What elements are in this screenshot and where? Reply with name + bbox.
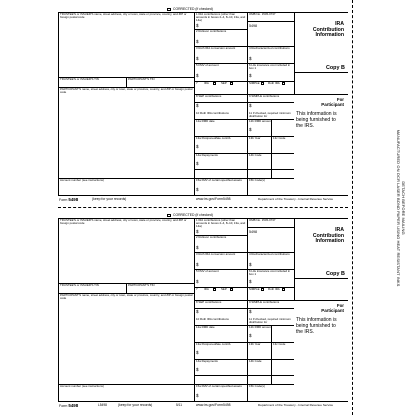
box6-label: 6 Life insurance cost included in box 1: [249, 269, 291, 277]
dollar-sign: $: [249, 127, 252, 132]
box12a-label: 12a RMD date: [196, 325, 215, 329]
participant-word: Participant: [321, 308, 344, 313]
box12b-label: 12b RMD amount: [249, 325, 272, 329]
form-number-mini: [249, 24, 257, 28]
dollar-sign: $: [196, 350, 199, 355]
side-instructions: [396, 8, 406, 408]
box2-label: 2 Rollover contributions: [196, 235, 227, 239]
for-participant: [310, 303, 344, 313]
box7-ira-checkbox[interactable]: [213, 288, 216, 291]
irs-website: www.irs.gov/Form5498: [196, 197, 231, 201]
dollar-sign: $: [249, 333, 252, 338]
for-participant: [310, 97, 344, 107]
box2-label: 2 Rollover contributions: [196, 29, 227, 33]
dollar-sign: $: [196, 187, 199, 192]
dollar-sign: $: [196, 103, 199, 108]
box9-label: 9 SIMPLE contributions: [249, 300, 280, 304]
perforation-horizontal: [58, 207, 348, 208]
form-code: 5498: [249, 230, 257, 234]
box15a-label: 15a FMV of certain specified assets: [196, 178, 242, 182]
box7-ira-checkbox[interactable]: [213, 82, 216, 85]
box13a-label: 13a Postponed/late contrib.: [196, 342, 232, 346]
side-text-manufactured: MANUFACTURED ON OCR LASER BOND PAPER USING HEAT RESISTANT INKS: [396, 129, 401, 287]
box8-label: 8 SEP contributions: [196, 94, 222, 98]
box7-roth-label: Roth IRA: [268, 287, 280, 291]
side-text-detach: DETACH BEFORE MAILING: [401, 181, 406, 235]
box14b-label: 14b Code: [249, 153, 262, 157]
dollar-sign: $: [196, 309, 199, 314]
omb-number: OMB No. 1545-0747: [249, 218, 276, 222]
info-line2: being furnished to: [296, 322, 336, 329]
box12b-label: 12b RMD amount: [249, 119, 272, 123]
printer-code: L5498: [98, 403, 107, 407]
corrected-label: CORRECTED (if checked): [173, 212, 213, 217]
account-number-label: Account number (see instructions): [60, 384, 104, 388]
irs-info-text: [296, 318, 337, 335]
footer-form-number: [59, 197, 78, 202]
form-code: 5498: [249, 24, 257, 28]
box7-sep-checkbox[interactable]: [230, 288, 233, 291]
dollar-sign: $: [196, 229, 199, 234]
corrected-label: CORRECTED (if checked): [173, 6, 213, 11]
box7-number: 7: [196, 287, 198, 291]
box11-label: 11 If checked, required minimum distribution for: [249, 111, 291, 119]
box12a-label: 12a RMD date: [196, 119, 215, 123]
box15b-label: 15b Code(s): [249, 384, 265, 388]
info-line3: the IRS.: [296, 122, 315, 129]
dollar-sign: $: [196, 144, 199, 149]
box7-ira-label: IRA: [204, 81, 209, 85]
box8-label: 8 SEP contributions: [196, 300, 222, 304]
for-word: For: [336, 97, 344, 102]
irs-website: www.irs.gov/Form5498: [196, 403, 231, 407]
dollar-sign: $: [196, 279, 199, 284]
box7-simple-checkbox[interactable]: [261, 82, 264, 85]
side-margin: [366, 8, 406, 408]
keep-records-note: (keep for your records): [118, 403, 153, 407]
dollar-sign: $: [196, 56, 199, 61]
dollar-sign: $: [249, 103, 252, 108]
box13b-label: 13b Year: [249, 136, 261, 140]
box3-label: 3 Roth IRA conversion amount: [196, 46, 236, 50]
footer-form-number: [59, 403, 78, 408]
box7-simple-checkbox[interactable]: [261, 288, 264, 291]
department-label: Department of the Treasury - Internal Revenue Service: [258, 197, 334, 201]
box13b-label: 13b Year: [249, 342, 261, 346]
dollar-sign: $: [249, 73, 252, 78]
form-number-mini: [249, 230, 257, 234]
for-word: For: [336, 303, 344, 308]
form-title: [296, 22, 344, 39]
box7-simple-label: SIMPLE: [249, 287, 260, 291]
trustee-name-label: TRUSTEE'S or ISSUER'S name, street address, city or town, state or province, country, and ZIP or foreign postal code: [60, 12, 187, 20]
info-line3: the IRS.: [296, 328, 315, 335]
title-line3: Information: [315, 32, 344, 39]
info-line2: being furnished to: [296, 116, 336, 123]
box7-roth-checkbox[interactable]: [282, 288, 285, 291]
box14a-label: 14a Repayments: [196, 153, 218, 157]
account-number-label: Account number (see instructions): [60, 178, 104, 182]
box7-sep-label: SEP: [221, 287, 227, 291]
box15b-label: 15b Code(s): [249, 178, 265, 182]
title-line2: Contribution: [312, 232, 344, 239]
title-line3: Information: [315, 238, 344, 245]
dollar-sign: $: [196, 245, 199, 250]
omb-number: OMB No. 1545-0747: [249, 12, 276, 16]
trustee-name-label: TRUSTEE'S or ISSUER'S name, street address, city or town, state or province, country, and ZIP or foreign postal code: [60, 218, 187, 226]
participant-tin-label: PARTICIPANT'S TIN: [128, 283, 155, 287]
box6-label: 6 Life insurance cost included in box 1: [249, 63, 291, 71]
box7-ira-label: IRA: [204, 287, 209, 291]
participant-name-label: PARTICIPANT'S name, street address, city or town, state or province, country, and ZIP or foreign postal code: [60, 293, 193, 301]
dollar-sign: $: [249, 309, 252, 314]
dollar-sign: $: [196, 161, 199, 166]
participant-word: Participant: [321, 102, 344, 107]
box13c-label: 13c Code: [273, 342, 286, 346]
dollar-sign: $: [196, 393, 199, 398]
box10-label: 10 Roth IRA contributions: [196, 317, 229, 321]
box7-roth-label: Roth IRA: [268, 81, 280, 85]
dollar-sign: $: [249, 262, 252, 267]
box14a-label: 14a Repayments: [196, 359, 218, 363]
participant-name-label: PARTICIPANT'S name, street address, city or town, state or province, country, and ZIP or foreign postal code: [60, 87, 193, 95]
box3-label: 3 Roth IRA conversion amount: [196, 252, 236, 256]
box15a-label: 15a FMV of certain specified assets: [196, 384, 242, 388]
box7-simple-label: SIMPLE: [249, 81, 260, 85]
participant-tin-label: PARTICIPANT'S TIN: [128, 77, 155, 81]
irs-info-text: [296, 112, 337, 129]
copy-b-label: Copy B: [326, 271, 345, 277]
copy-b-label: Copy B: [326, 65, 345, 71]
form-copy-bottom: [58, 214, 348, 409]
box1-label: 1 IRA contributions (other than amounts in boxes 2–4, 8–10, 13a, and 14a): [196, 218, 246, 229]
dollar-sign: $: [196, 23, 199, 28]
box5-label: 5 FMV of account: [196, 269, 219, 273]
title-line1: IRA: [335, 227, 344, 233]
trustee-tin-label: TRUSTEE'S or ISSUER'S TIN: [60, 77, 99, 81]
trustee-tin-label: TRUSTEE'S or ISSUER'S TIN: [60, 283, 99, 287]
dollar-sign: $: [196, 39, 199, 44]
dollar-sign: $: [196, 262, 199, 267]
title-line2: Contribution: [312, 26, 344, 33]
box7-number: 7: [196, 81, 198, 85]
footer-form-code: 5498: [68, 403, 79, 408]
corrected-checkbox[interactable]: [167, 214, 171, 217]
form-word: Form: [59, 198, 68, 202]
box7-sep-checkbox[interactable]: [230, 82, 233, 85]
box9-label: 9 SIMPLE contributions: [249, 94, 280, 98]
dollar-sign: $: [196, 73, 199, 78]
box10-label: 10 Roth IRA contributions: [196, 111, 229, 115]
keep-records-note: (keep for your records): [92, 197, 127, 201]
dollar-sign: $: [196, 367, 199, 372]
box5-label: 5 FMV of account: [196, 63, 219, 67]
dollar-sign: $: [249, 279, 252, 284]
box1-label: 1 IRA contributions (other than amounts in boxes 2–4, 8–10, 13a, and 14a): [196, 12, 246, 23]
box11-label: 11 If checked, required minimum distribution for: [249, 317, 291, 325]
box14b-label: 14b Code: [249, 359, 262, 363]
box7-sep-label: SEP: [221, 81, 227, 85]
info-line1: This information is: [296, 111, 337, 117]
form-copy-top: [58, 8, 348, 203]
dollar-sign: $: [249, 56, 252, 61]
corrected-checkbox[interactable]: [167, 8, 171, 11]
department-label: Department of the Treasury - Internal Revenue Service: [258, 403, 334, 407]
box13a-label: 13a Postponed/late contrib.: [196, 136, 232, 140]
box4-label: 4 Recharacterized contributions: [249, 252, 290, 256]
title-line1: IRA: [335, 21, 344, 27]
info-line1: This information is: [296, 317, 337, 323]
footer-form-code: 5498: [68, 197, 79, 202]
box4-label: 4 Recharacterized contributions: [249, 46, 290, 50]
printer-date-code: 5/11: [176, 403, 182, 407]
perforation-vertical: [352, 0, 353, 415]
form-word: Form: [59, 404, 68, 408]
box7-roth-checkbox[interactable]: [282, 82, 285, 85]
form-title: [296, 228, 344, 245]
box13c-label: 13c Code: [273, 136, 286, 140]
